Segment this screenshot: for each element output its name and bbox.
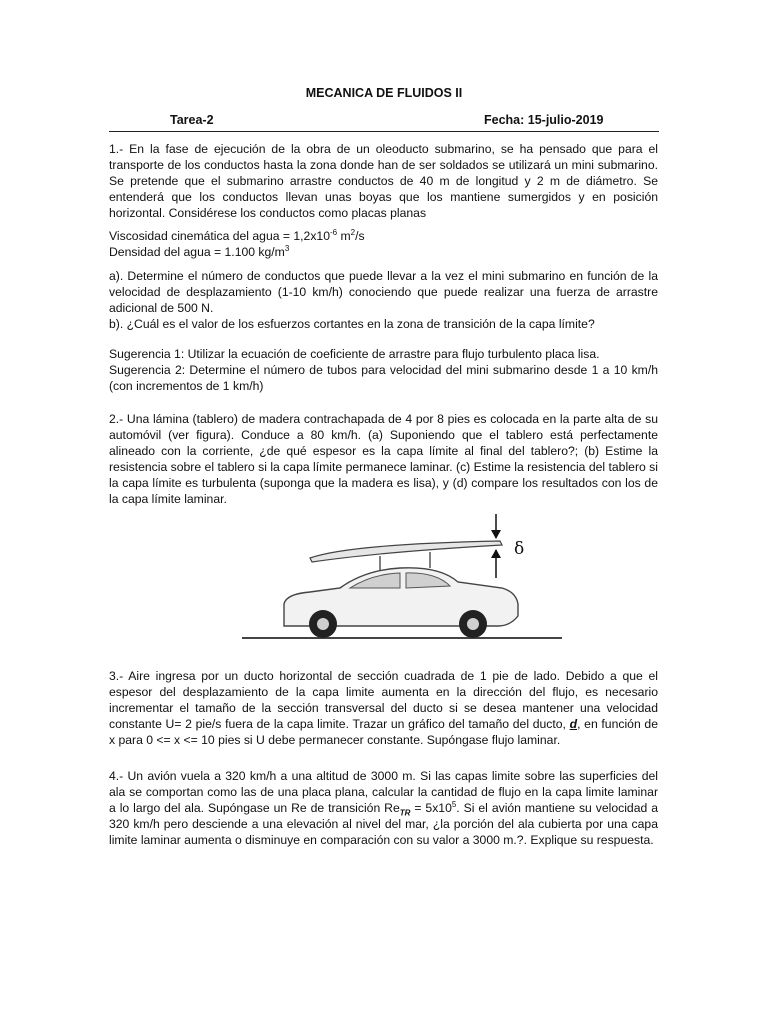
date-label: Fecha: 15-julio-2019 [484, 113, 604, 127]
viscosity-line [109, 228, 658, 244]
problem1-statement: 1.- En la fase de ejecución de la obra de un oleoducto submarino, se ha pensado que para el transporte de los conductos hasta la zona donde han de ser soldados se utilizará un mini submarino. Se pretende que el submarino arrastre conductos de 40 m de longitud y 2 m de diámetro. Se entenderá que los conductos llevan unas boyas que los mantiene sumergidos y en posición horizontal. Considérese los conductos como placas planas [109, 142, 658, 220]
delta-symbol: δ [514, 539, 525, 559]
delta-arrowhead-top [491, 530, 501, 539]
problem4-statement [109, 768, 658, 848]
task-label: Tarea-2 [170, 113, 214, 127]
viscosity-unit: m [337, 229, 351, 243]
car-board-figure [240, 508, 570, 648]
plywood-board [310, 541, 502, 562]
reynolds-subscript: TR [399, 808, 411, 818]
density-exponent: 3 [284, 243, 290, 253]
problem1-hint1: Sugerencia 1: Utilizar la ecuación de coeficiente de arrastre para flujo turbulento placa lisa. [109, 347, 600, 361]
reynolds-exponent: 5 [451, 799, 457, 809]
problem1-part-a: a). Determine el número de conductos que puede llevar a la vez el mini submarino en función de la velocidad de desplazamiento (1-10 km/h) conociendo que puede realizar una fuerza de arrastre adicional de 500 N. [109, 269, 658, 315]
viscosity-text: Viscosidad cinemática del agua = 1,2x10 [109, 229, 330, 243]
density-text: Densidad del agua = 1.100 kg/m [109, 245, 285, 259]
problem4-text-a: 4.- Un avión vuela a 320 km/h a una altitud de 3000 m. Si las capas limite sobre las superficies del ala se comportan como las de una placa plana, calcular la cantidad de flujo en la capa limite laminar a lo largo del ala. Supóngase un Re de transición Re [109, 769, 658, 815]
problem3-statement [109, 668, 658, 748]
problem1-hint2: Sugerencia 2: Determine el número de tubos para velocidad del mini submarino desde 1 a 10 km/h (con incrementos de 1 km/h) [109, 363, 658, 393]
rear-wheel-hub [467, 618, 479, 630]
problem2-statement: 2.- Una lámina (tablero) de madera contrachapada de 4 por 8 pies es colocada en la parte alta de su automóvil (ver figura). Conduce a 80 km/h. (a) Suponiendo que el tablero está perfectamente alineado con la corriente, ¿de qué espesor es la capa límite al final del tablero?; (b) Estime la resistencia sobre el tablero si la capa límite permanece laminar. (c) Estime la resistencia del tablero si la capa límite es turbulenta (suponga que la madera es lisa), y (d) compare los resultados con los de la capa límite laminar. [109, 412, 658, 506]
density-line [109, 244, 658, 260]
delta-arrowhead-bottom [491, 549, 501, 558]
viscosity-unit-exponent: 2 [350, 227, 356, 237]
front-wheel-hub [317, 618, 329, 630]
viscosity-unit-tail: /s [355, 229, 365, 243]
problem4-text-c: . Si el avión mantiene su velocidad a 320 km/h pero desciende a una elevación al nivel del mar, ¿la porción del ala cubierta por una capa limite laminar aumenta o disminuye en comparación con su valor a 3000 m.?. Explique su respuesta. [109, 801, 658, 847]
problem4-text-b: = 5x10 [410, 801, 452, 815]
problem1-part-b: b). ¿Cuál es el valor de los esfuerzos cortantes en la zona de transición de la capa límite? [109, 317, 595, 331]
viscosity-exponent: -6 [330, 227, 338, 237]
header-rule [109, 131, 659, 132]
duct-size-variable: d [569, 717, 578, 731]
problem3-text-a: 3.- Aire ingresa por un ducto horizontal de sección cuadrada de 1 pie de lado. Debido a que el espesor del desplazamiento de la capa limite aumenta en la dirección del flujo, es necesario incrementar el tamaño de la sección transversal del ducto si se desea mantener una velocidad constante U= 2 pie/s fuera de la capa limite. Trazar un gráfico del tamaño del ducto, [109, 669, 658, 731]
page-title: MECANICA DE FLUIDOS II [305, 86, 463, 100]
problem3-text-b: , en función de x para 0 <= x <= 10 pies si U debe permanecer constante. Supóngase flujo laminar. [109, 717, 658, 747]
